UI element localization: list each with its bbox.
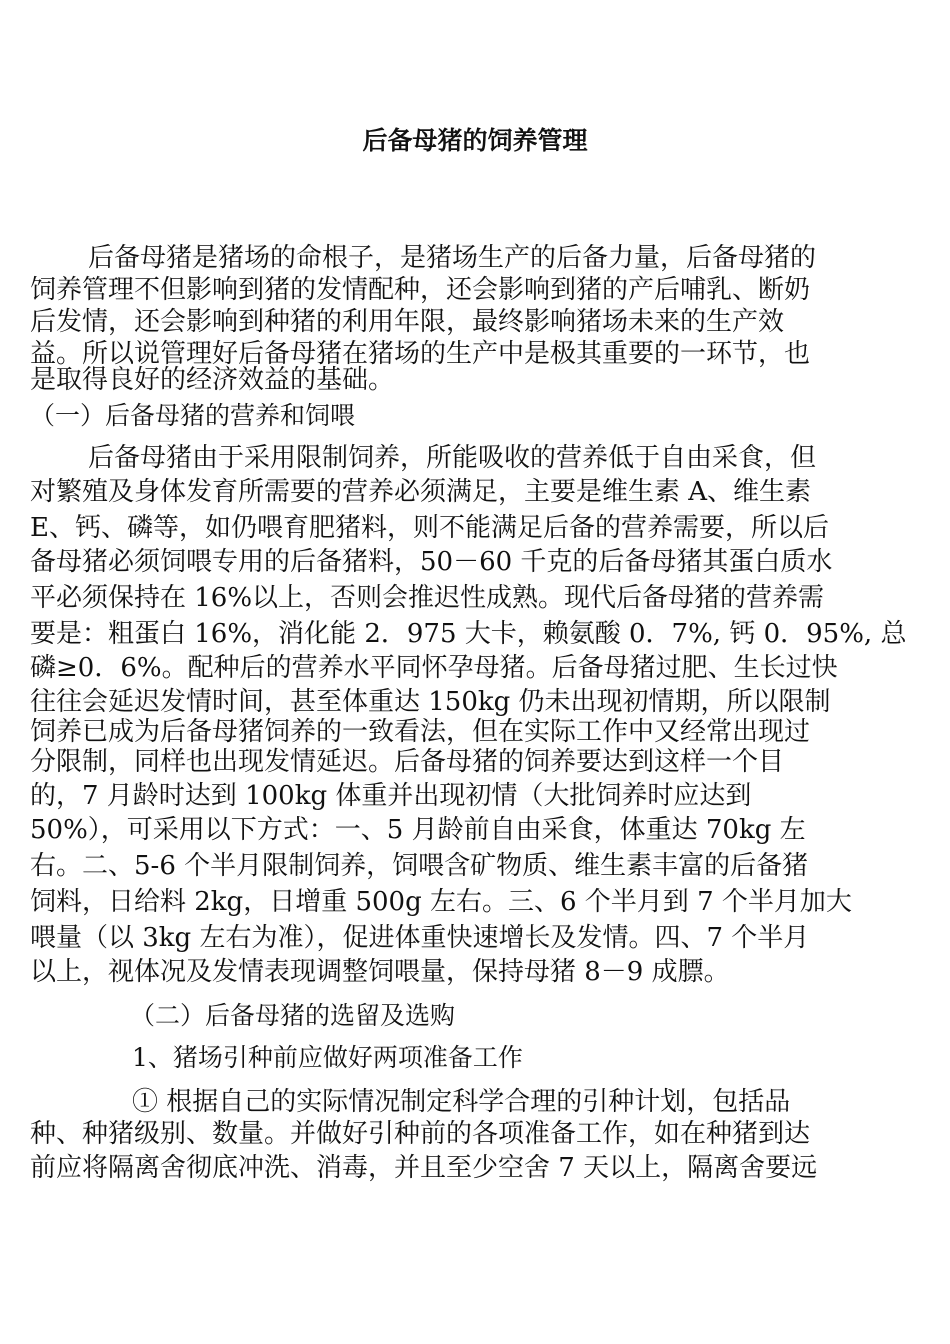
section1-line-3: E、钙、磷等，如仍喂育肥猪料，则不能满足后备的营养需要，所以后 (30, 513, 829, 543)
section1-line-8: 往往会延迟发情时间，甚至体重达 150kg 仍未出现初情期，所以限制 (30, 687, 831, 717)
intro-line-4: 益。所以说管理好后备母猪在猪场的生产中是极其重要的一环节，也 (30, 339, 811, 369)
section1-line-1: 后备母猪由于采用限制饲养，所能吸收的营养低于自由采食，但 (88, 443, 817, 473)
section1-line-15: 喂量（以 3kg 左右为准），促进体重快速增长及发情。四、7 个半月 (30, 923, 810, 953)
section1-line-16: 以上，视体况及发情表现调整饲喂量，保持母猪 8－9 成膘。 (30, 957, 730, 987)
intro-line-3: 后发情，还会影响到种猪的利用年限，最终影响猪场未来的生产效 (30, 307, 785, 337)
intro-line-5: 是取得良好的经济效益的基础。 (30, 365, 395, 395)
section1-line-7: 磷≥0．6%。配种后的营养水平同怀孕母猪。后备母猪过肥、生长过快 (30, 653, 838, 683)
section1-line-11: 的，7 月龄时达到 100kg 体重并出现初情（大批饲养时应达到 (30, 781, 752, 811)
intro-line-1: 后备母猪是猪场的命根子，是猪场生产的后备力量，后备母猪的 (88, 243, 817, 273)
section1-line-9: 饲养已成为后备母猪饲养的一致看法，但在实际工作中又经常出现过 (30, 717, 811, 747)
section1-line-12: 50%），可采用以下方式：一、5 月龄前自由采食，体重达 70kg 左 (30, 815, 806, 845)
section1-line-4: 备母猪必须饲喂专用的后备猪料，50－60 千克的后备母猪其蛋白质水 (30, 547, 833, 577)
section2-subheading: 1、猪场引种前应做好两项准备工作 (132, 1043, 523, 1072)
section1-line-14: 饲料，日给料 2kg，日增重 500g 左右。三、6 个半月到 7 个半月加大 (30, 887, 852, 917)
intro-line-2: 饲养管理不但影响到猪的发情配种，还会影响到猪的产后哺乳、断奶 (30, 275, 811, 305)
section2-line-2: 种、种猪级别、数量。并做好引种前的各项准备工作，如在种猪到达 (30, 1119, 811, 1149)
section1-line-2: 对繁殖及身体发育所需要的营养必须满足，主要是维生素 A、维生素 (30, 477, 812, 507)
section1-line-13: 右。二、5-6 个半月限制饲养，饲喂含矿物质、维生素丰富的后备猪 (30, 851, 809, 881)
section2-line-1: ① 根据自己的实际情况制定科学合理的引种计划，包括品 (132, 1087, 791, 1117)
section2-line-3: 前应将隔离舍彻底冲洗、消毒，并且至少空舍 7 天以上，隔离舍要远 (30, 1153, 818, 1183)
section2-heading: （二）后备母猪的选留及选购 (130, 1001, 456, 1030)
page-title: 后备母猪的饲养管理 (362, 126, 588, 155)
section1-line-10: 分限制，同样也出现发情延迟。后备母猪的饲养要达到这样一个目 (30, 747, 785, 777)
section1-line-5: 平必须保持在 16%以上，否则会推迟性成熟。现代后备母猪的营养需 (30, 583, 825, 613)
section1-line-6: 要是：粗蛋白 16%，消化能 2．975 大卡，赖氨酸 0．7%, 钙 0．95%, 总 (30, 619, 907, 649)
section1-heading: （一）后备母猪的营养和饲喂 (30, 401, 356, 430)
